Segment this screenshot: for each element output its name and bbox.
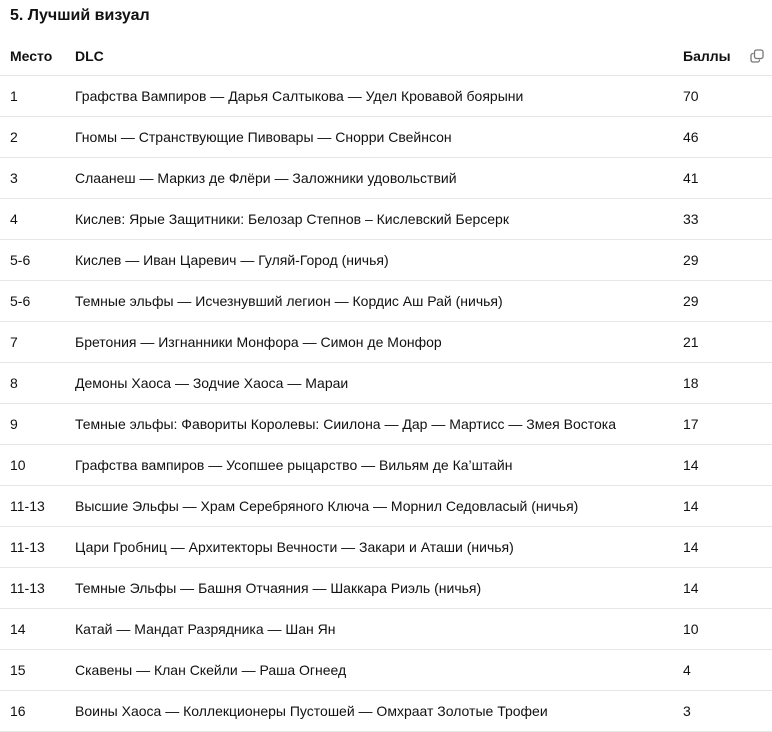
place-cell: 3 bbox=[10, 170, 18, 186]
copy-icon[interactable] bbox=[748, 47, 766, 65]
dlc-cell: Гномы — Странствующие Пивовары — Снорри Свейнсон bbox=[75, 129, 452, 145]
score-cell: 29 bbox=[683, 252, 699, 268]
score-cell: 10 bbox=[683, 621, 699, 637]
dlc-cell: Цари Гробниц — Архитекторы Вечности — Закари и Аташи (ничья) bbox=[75, 539, 514, 555]
score-cell: 4 bbox=[683, 662, 691, 678]
table-header-row bbox=[0, 36, 772, 76]
table-row bbox=[0, 568, 772, 609]
dlc-cell: Темные эльфы — Исчезнувший легион — Кордис Аш Рай (ничья) bbox=[75, 293, 503, 309]
table-row bbox=[0, 445, 772, 486]
place-cell: 5-6 bbox=[10, 293, 31, 309]
score-cell: 33 bbox=[683, 211, 699, 227]
score-cell: 29 bbox=[683, 293, 699, 309]
place-cell: 11-13 bbox=[10, 580, 45, 596]
place-cell: 16 bbox=[10, 703, 26, 719]
table-row bbox=[0, 281, 772, 322]
score-cell: 17 bbox=[683, 416, 699, 432]
dlc-cell: Скавены — Клан Скейли — Раша Огнеед bbox=[75, 662, 347, 678]
column-header-place: Место bbox=[10, 47, 53, 64]
table-row bbox=[0, 650, 772, 691]
dlc-cell: Темные эльфы: Фавориты Королевы: Сиилона — Дар — Мартисс — Змея Востока bbox=[75, 416, 617, 432]
dlc-cell: Катай — Мандат Разрядника — Шан Ян bbox=[75, 621, 336, 637]
place-cell: 1 bbox=[10, 88, 18, 104]
place-cell: 15 bbox=[10, 662, 26, 678]
table-row bbox=[0, 322, 772, 363]
score-cell: 70 bbox=[683, 88, 699, 104]
dlc-cell: Кислев — Иван Царевич — Гуляй-Город (ничья) bbox=[75, 252, 389, 268]
dlc-cell: Воины Хаоса — Коллекционеры Пустошей — Омхраат Золотые Трофеи bbox=[75, 703, 548, 719]
dlc-cell: Темные Эльфы — Башня Отчаяния — Шаккара Риэль (ничья) bbox=[75, 580, 482, 596]
score-cell: 14 bbox=[683, 457, 699, 473]
place-cell: 2 bbox=[10, 129, 18, 145]
dlc-cell: Слаанеш — Маркиз де Флёри — Заложники удовольствий bbox=[75, 170, 457, 186]
dlc-cell: Кислев: Ярые Защитники: Белозар Степнов – Кислевский Берсерк bbox=[75, 211, 509, 227]
section-heading: 5. Лучший визуал bbox=[10, 7, 150, 24]
dlc-cell: Графства Вампиров — Дарья Салтыкова — Удел Кровавой боярыни bbox=[75, 88, 524, 104]
score-cell: 41 bbox=[683, 170, 699, 186]
table-row bbox=[0, 117, 772, 158]
score-cell: 18 bbox=[683, 375, 699, 391]
place-cell: 5-6 bbox=[10, 252, 31, 268]
place-cell: 14 bbox=[10, 621, 26, 637]
place-cell: 9 bbox=[10, 416, 18, 432]
place-cell: 4 bbox=[10, 211, 18, 227]
table-row bbox=[0, 199, 772, 240]
dlc-cell: Бретония — Изгнанники Монфора — Симон де Монфор bbox=[75, 334, 442, 350]
column-header-score: Баллы bbox=[683, 47, 731, 64]
place-cell: 7 bbox=[10, 334, 18, 350]
place-cell: 11-13 bbox=[10, 539, 45, 555]
table-row bbox=[0, 486, 772, 527]
score-cell: 46 bbox=[683, 129, 699, 145]
score-cell: 21 bbox=[683, 334, 699, 350]
dlc-cell: Демоны Хаоса — Зодчие Хаоса — Мараи bbox=[75, 375, 349, 391]
table-row bbox=[0, 691, 772, 732]
column-header-dlc: DLC bbox=[75, 47, 104, 64]
table-row bbox=[0, 240, 772, 281]
table-row bbox=[0, 363, 772, 404]
score-cell: 14 bbox=[683, 580, 699, 596]
results-table bbox=[0, 36, 772, 732]
dlc-cell: Высшие Эльфы — Храм Серебряного Ключа — Морнил Седовласый (ничья) bbox=[75, 498, 579, 514]
place-cell: 8 bbox=[10, 375, 18, 391]
table-row bbox=[0, 76, 772, 117]
score-cell: 14 bbox=[683, 498, 699, 514]
table-row bbox=[0, 404, 772, 445]
place-cell: 10 bbox=[10, 457, 26, 473]
dlc-cell: Графства вампиров — Усопшее рыцарство — Вильям де Ка’штайн bbox=[75, 457, 513, 473]
place-cell: 11-13 bbox=[10, 498, 45, 514]
score-cell: 14 bbox=[683, 539, 699, 555]
table-row bbox=[0, 609, 772, 650]
table-row bbox=[0, 527, 772, 568]
table-body bbox=[0, 76, 772, 732]
table-row bbox=[0, 158, 772, 199]
score-cell: 3 bbox=[683, 703, 691, 719]
